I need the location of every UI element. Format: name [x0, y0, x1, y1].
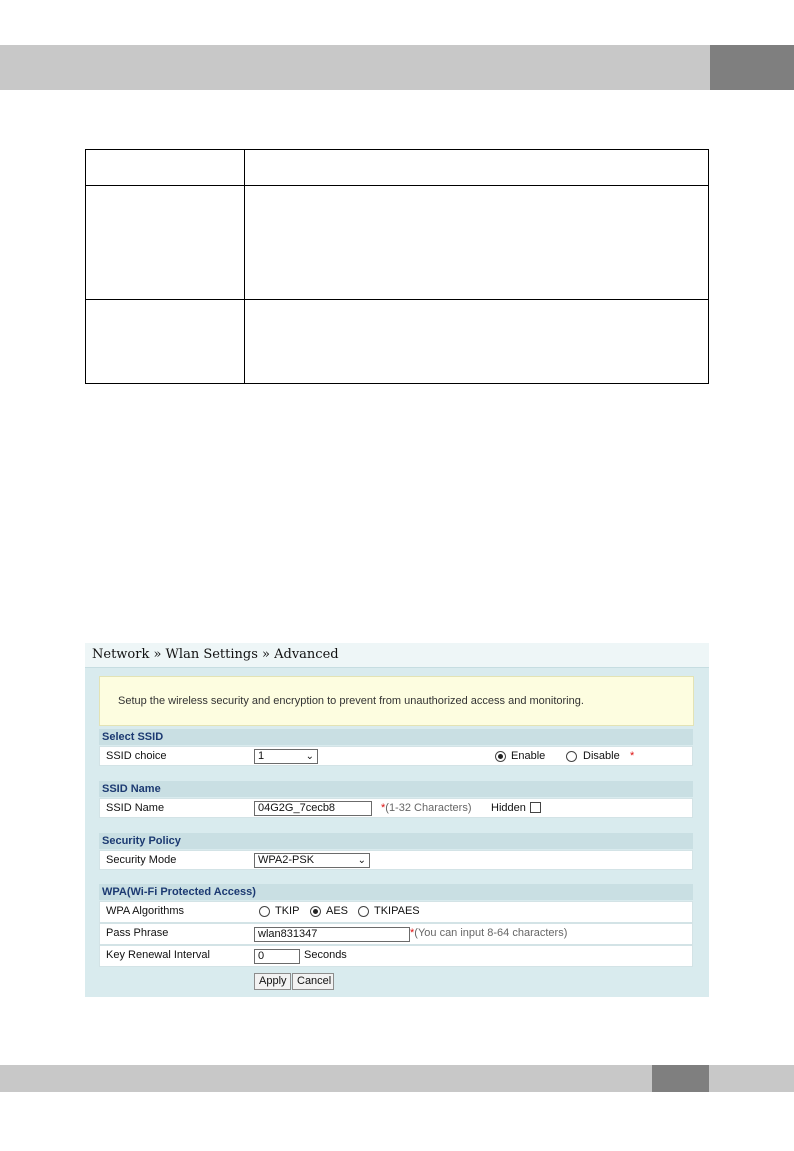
- cancel-button[interactable]: Cancel: [292, 973, 334, 990]
- enable-label: Enable: [511, 750, 546, 762]
- apply-button[interactable]: Apply: [254, 973, 291, 990]
- chevron-down-icon: ⌄: [357, 855, 366, 866]
- table-cell-name: [86, 186, 245, 300]
- table-row: [86, 150, 709, 186]
- aes-label: AES: [326, 905, 349, 917]
- section-title-security-policy: Security Policy: [99, 833, 693, 849]
- tkip-radio[interactable]: [259, 906, 270, 917]
- pass-phrase-row: [99, 923, 693, 945]
- ssid-name-row: [99, 798, 693, 818]
- table-cell-name: [86, 300, 245, 384]
- page-header-bar: [0, 45, 794, 90]
- router-settings-screenshot: [85, 643, 709, 997]
- enable-radio[interactable]: [495, 751, 506, 762]
- section-title-select-ssid: Select SSID: [99, 729, 693, 745]
- tkipaes-radio[interactable]: [358, 906, 369, 917]
- chevron-down-icon: ⌄: [305, 751, 314, 762]
- table-row: [86, 186, 709, 300]
- key-renewal-row: [99, 945, 693, 967]
- security-mode-row: [99, 850, 693, 870]
- key-renewal-input[interactable]: 0: [254, 949, 300, 964]
- section-title-ssid-name: SSID Name: [99, 781, 693, 797]
- key-renewal-unit: Seconds: [304, 949, 347, 961]
- ssid-name-hint-text: (1-32 Characters): [385, 802, 472, 814]
- ssid-name-input[interactable]: 04G2G_7cecb8: [254, 801, 372, 816]
- info-notice: Setup the wireless security and encryption to prevent from unauthorized access and monitoring.: [99, 676, 694, 726]
- aes-radio[interactable]: [310, 906, 321, 917]
- ssid-choice-label: SSID choice: [106, 750, 167, 762]
- breadcrumb: Network » Wlan Settings » Advanced: [85, 643, 709, 668]
- table-cell-description: [245, 186, 709, 300]
- section-title-wpa: WPA(Wi-Fi Protected Access): [99, 884, 693, 900]
- security-mode-value: WPA2-PSK: [258, 854, 315, 866]
- wpa-algorithms-row: [99, 901, 693, 923]
- table-row: [86, 300, 709, 384]
- required-mark: *: [630, 750, 635, 762]
- wpa-algorithms-label: WPA Algorithms: [106, 905, 185, 917]
- ssid-choice-select[interactable]: [254, 749, 318, 764]
- key-renewal-label: Key Renewal Interval: [106, 949, 210, 961]
- security-mode-select[interactable]: [254, 853, 370, 868]
- table-cell-name: [86, 150, 245, 186]
- hidden-label: Hidden: [491, 802, 526, 814]
- page-footer-tab: [652, 1065, 709, 1092]
- disable-label: Disable: [583, 750, 620, 762]
- table-cell-description: [245, 300, 709, 384]
- ssid-name-label: SSID Name: [106, 802, 165, 814]
- ssid-name-hint: *(1-32 Characters): [381, 802, 472, 814]
- pass-phrase-label: Pass Phrase: [106, 927, 169, 939]
- ssid-choice-value: 1: [258, 750, 265, 762]
- ssid-choice-row: [99, 746, 693, 766]
- pass-phrase-input[interactable]: wlan831347: [254, 927, 410, 942]
- page-header-tab: [710, 45, 794, 90]
- parameter-table: [85, 149, 709, 384]
- pass-phrase-hint: *(You can input 8-64 characters): [410, 927, 568, 939]
- pass-phrase-hint-text: (You can input 8-64 characters): [414, 927, 568, 939]
- disable-radio[interactable]: [566, 751, 577, 762]
- table-cell-description: [245, 150, 709, 186]
- security-mode-label: Security Mode: [106, 854, 177, 866]
- tkipaes-label: TKIPAES: [374, 905, 420, 917]
- tkip-label: TKIP: [275, 905, 300, 917]
- hidden-checkbox[interactable]: [530, 802, 541, 813]
